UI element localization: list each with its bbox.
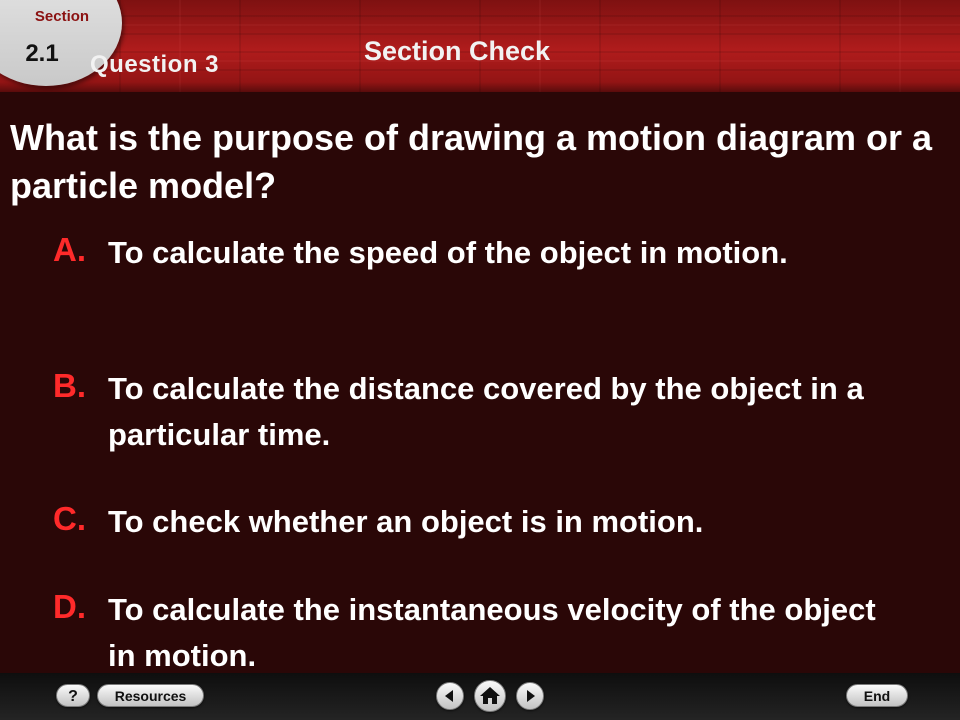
triangle-right-icon xyxy=(517,683,543,709)
option-text: To calculate the distance covered by the object in a particular time. xyxy=(108,371,864,452)
house-icon xyxy=(475,681,505,711)
option-a[interactable] xyxy=(53,228,883,320)
navigation-bar xyxy=(0,673,960,720)
option-text: To calculate the speed of the object in motion. xyxy=(108,235,788,270)
question-label: Question 3 xyxy=(90,51,220,78)
page-title: Section Check xyxy=(364,36,551,66)
option-letter: D. xyxy=(53,588,86,625)
section-word: Section xyxy=(34,8,90,25)
previous-button[interactable] xyxy=(436,682,464,710)
option-text: To calculate the instantaneous velocity of the object in motion. xyxy=(108,592,876,673)
option-text: To check whether an object is in motion. xyxy=(108,504,704,539)
option-d[interactable] xyxy=(53,585,883,677)
section-number: 2.1 xyxy=(25,40,59,67)
question-text: What is the purpose of drawing a motion diagram or a particle model? xyxy=(10,117,933,206)
next-button[interactable] xyxy=(516,682,544,710)
triangle-left-icon xyxy=(437,683,463,709)
option-letter: C. xyxy=(53,500,86,537)
option-c[interactable] xyxy=(53,497,883,543)
help-button[interactable]: ? xyxy=(56,684,90,707)
end-button[interactable]: End xyxy=(846,684,908,707)
option-letter: B. xyxy=(53,367,86,404)
header-bar xyxy=(0,0,960,92)
resources-button[interactable]: Resources xyxy=(97,684,204,707)
option-b[interactable] xyxy=(53,364,883,456)
option-letter: A. xyxy=(53,231,86,268)
header-shade xyxy=(0,82,960,92)
home-button[interactable] xyxy=(474,680,506,712)
